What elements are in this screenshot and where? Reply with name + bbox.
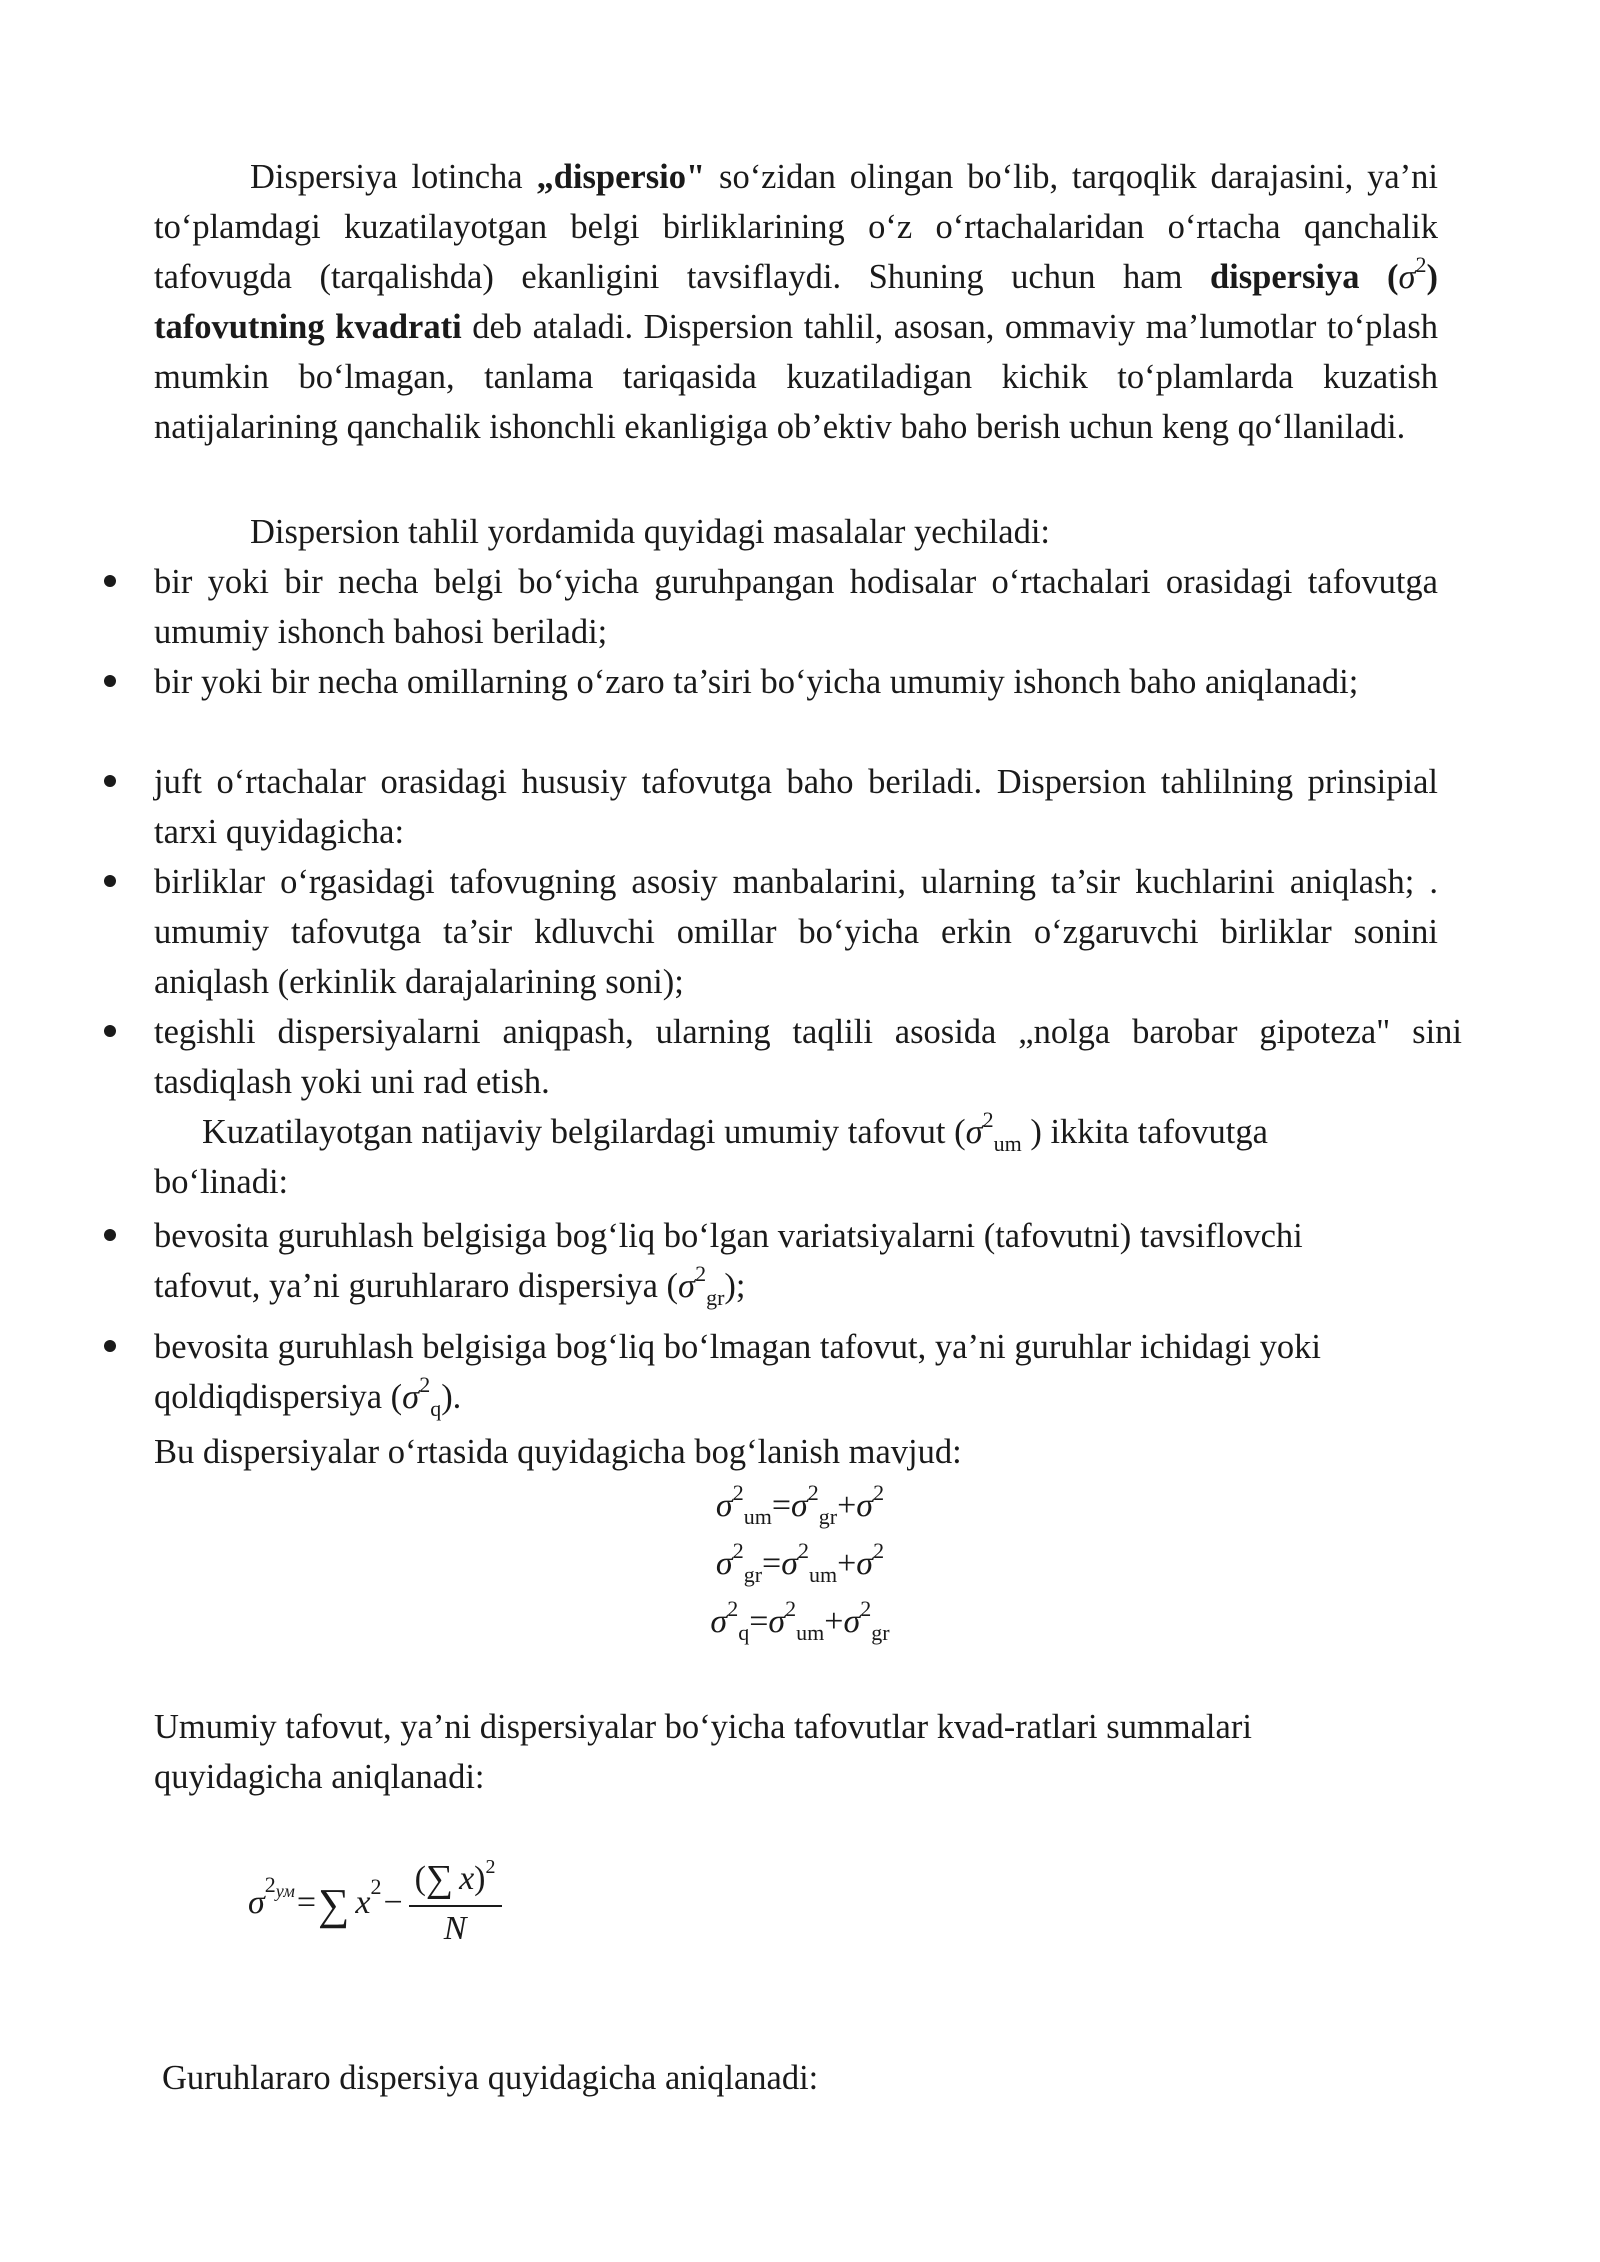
list-item: juft o‘rtachalar orasidagi hususiy tafovutga baho beriladi. Dispersion tahlilning prinsipial tarxi quyidagicha: bbox=[154, 757, 1438, 857]
sum-symbol: ∑ bbox=[318, 1880, 350, 1929]
relation-intro: Bu dispersiyalar o‘rtasida quyidagicha bog‘lanish mavjud: bbox=[154, 1433, 962, 1471]
list-item: bir yoki bir necha belgi bo‘yicha guruhpangan hodisalar o‘rtachalari orasidagi tafovutga umumiy ishonch bahosi beriladi; bbox=[154, 557, 1438, 657]
intro-paragraph: Dispersiya lotincha „dispersio" so‘zidan olingan bo‘lib, tarqoqlik darajasini, ya’ni to‘plamdagi kuzatilayotgan belgi birliklarining o‘z o‘rtachalaridan o‘rtacha qanchalik tafovugda (tarqalishda) ekanligini tavsiflaydi. Shuning uchun ham dispersiya $(\sigma^2)$ tafovutning kvadrati deb ataladi. Dispersion tahlil, asosan, ommaviy ma’lumotlar to‘plash mumkin bo‘lmagan, tanlama tariqasida kuzatiladigan kichik to‘plamlarda kuzatish natijalarining qanchalik ishonchli ekanligiga ob’ektiv baho berish uchun keng qo‘llaniladi. bbox=[154, 158, 1439, 446]
list-item: bevosita guruhlash belgisiga bog‘liq bo‘lgan variatsiyalarni (tafovutni) tavsiflovchi tafovut, ya’ni guruhlararo dispersiya $(\sigma^2_{gr})$; bbox=[154, 1211, 1414, 1311]
sum-of-squares-paragraph: Umumiy tafovut, ya’ni dispersiyalar bo‘yicha tafovutlar kvad-ratlari summalari quyidagicha aniqlanadi: bbox=[154, 1708, 1252, 1796]
bullet-icon bbox=[104, 575, 116, 587]
list-item: tegishli dispersiyalarni aniqpash, ularning taqlili asosida „nolga barobar gipoteza" sini tasdiqlash yoki uni rad etish. bbox=[154, 1007, 1462, 1107]
tasks-intro: Dispersion tahlil yordamida quyidagi masalalar yechiladi: bbox=[250, 513, 1050, 551]
bullet-icon bbox=[104, 1340, 116, 1352]
total-variance-formula: σ $^2$ $^{ум}$ = ∑ x $^2$ − $\frac{(\sum x)^2}{N}$ bbox=[248, 1848, 502, 1958]
equation-3: $\sigma^2_q=\sigma^2_{um}+\sigma^2_{gr}$ bbox=[710, 1596, 890, 1645]
fraction: $\frac{(\sum x)^2}{N}$ bbox=[409, 1855, 502, 1951]
list-item: bevosita guruhlash belgisiga bog‘liq bo‘lmagan tafovut, ya’ni guruhlar ichidagi yoki qoldiqdispersiya $(\sigma^2_q)$. bbox=[154, 1322, 1444, 1422]
total-variance-paragraph: Kuzatilayotgan natijaviy belgilardagi umumiy tafovut ($\sigma^2_{um}$ ) ikkita tafovutga bo‘linadi: bbox=[154, 1107, 1268, 1201]
equation-2: $\sigma^2_{gr}=\sigma^2_{um}+\sigma^2$ bbox=[715, 1538, 885, 1587]
bullet-icon bbox=[104, 1229, 116, 1241]
list-item: birliklar o‘rgasidagi tafovugning asosiy manbalarini, ularning ta’sir kuchlarini aniqlash; . umumiy tafovutga ta’sir kdluvchi omillar bo‘yicha erkin o‘zgaruvchi birliklar sonini aniqlash (erkinlik darajalarining soni); bbox=[154, 857, 1438, 1007]
bullet-icon bbox=[104, 1025, 116, 1037]
bullet-icon bbox=[104, 675, 116, 687]
equation-1: $\sigma^2_{um}=\sigma^2_{gr}+\sigma^2$ bbox=[715, 1480, 885, 1529]
bullet-icon bbox=[104, 875, 116, 887]
list-item: bir yoki bir necha omillarning o‘zaro ta’siri bo‘yicha umumiy ishonch baho aniqlanadi; bbox=[154, 657, 1438, 707]
bullet-icon bbox=[104, 775, 116, 787]
between-group-paragraph: Guruhlararo dispersiya quyidagicha aniqlanadi: bbox=[162, 2059, 819, 2097]
sigma-symbol: σ bbox=[1398, 258, 1416, 296]
